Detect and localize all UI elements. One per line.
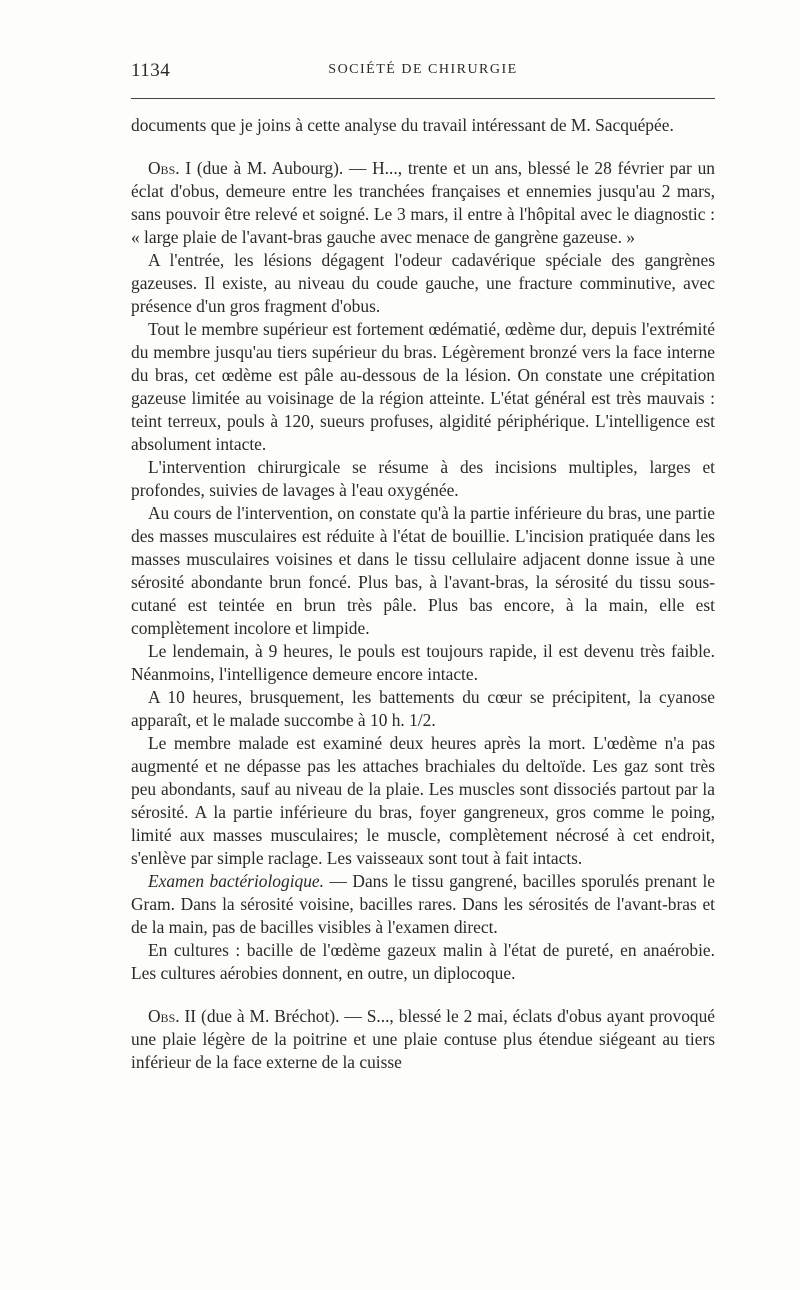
paragraph-cultures: En cultures : bacille de l'œdème gazeux malin à l'état de pureté, en anaérobie. Les cultures aérobies donnent, en outre, un diplocoque. <box>131 940 715 983</box>
page-header <box>131 60 715 86</box>
body-text <box>131 114 715 1074</box>
paragraph-bacteriology: Examen bactériologique. — Dans le tissu gangrené, bacilles sporulés prenant le Gram. Dans la sérosité voisine, bacilles rares. Dans les sérosités de l'avant-bras et de la main, pas de bacilles visibles à l'examen direct. <box>131 871 715 937</box>
header-rule <box>131 98 715 99</box>
bacteriology-heading: Examen bactériologique. <box>148 871 324 891</box>
page-number: 1134 <box>131 60 171 81</box>
paragraph-continuation: documents que je joins à cette analyse du travail intéressant de M. Sacquépée. <box>131 115 674 135</box>
paragraph-obs-2: Obs. II (due à M. Bréchot). — S..., blessé le 2 mai, éclats d'obus ayant provoqué une plaie légère de la poitrine et une plaie contuse plus étendue siégeant au tiers inférieur de la face externe de la cuisse <box>131 1006 715 1072</box>
obs-1-label: Obs. I <box>148 158 192 178</box>
paragraph-postmortem: Le membre malade est examiné deux heures après la mort. L'œdème n'a pas augmenté et ne dépasse pas les attaches brachiales du deltoïde. Les gaz sont très peu abondants, sauf au niveau de la plaie. Les muscles sont dissociés partout par la sérosité. A la partie inférieure du bras, foyer gangreneux, gros comme le poing, limité aux masses musculaires; le muscle, complètement nécrosé à cet endroit, s'enlève par simple raclage. Les vaisseaux sont tout à fait intacts. <box>131 733 715 868</box>
paragraph-intervention: L'intervention chirurgicale se résume à des incisions multiples, larges et profondes, suivies de lavages à l'eau oxygénée. <box>131 457 715 500</box>
running-title: SOCIÉTÉ DE CHIRURGIE <box>328 62 518 77</box>
paragraph-next-day: Le lendemain, à 9 heures, le pouls est toujours rapide, il est devenu très faible. Néanmoins, l'intelligence demeure encore intacte. <box>131 641 715 684</box>
paragraph-death: A 10 heures, brusquement, les battements du cœur se précipitent, la cyanose apparaît, et le malade succombe à 10 h. 1/2. <box>131 687 715 730</box>
obs-2-label: Obs. II <box>148 1006 197 1026</box>
paragraph-entry: A l'entrée, les lésions dégagent l'odeur cadavérique spéciale des gangrènes gazeuses. Il existe, au niveau du coude gauche, une fracture comminutive, avec présence d'un gros fragment d'obus. <box>131 250 715 316</box>
paragraph-edema: Tout le membre supérieur est fortement œdématié, œdème dur, depuis l'extrémité du membre jusqu'au tiers supérieur du bras. Légèrement bronzé vers la face interne du bras, cet œdème est pâle au-dessous de la lésion. On constate une crépitation gazeuse limitée au voisinage de la région atteinte. L'état général est très mauvais : teint terreux, pouls à 120, sueurs profuses, algidité périphérique. L'intelligence est absolument intacte. <box>131 319 715 454</box>
paragraph-obs-1: Obs. I (due à M. Aubourg). — H..., trente et un ans, blessé le 28 février par un éclat d'obus, demeure entre les tranchées françaises et ennemies jusqu'au 2 mars, sans pouvoir être relevé et soigné. Le 3 mars, il entre à l'hôpital avec le diagnostic : « large plaie de l'avant-bras gauche avec menace de gangrène gazeuse. » <box>131 158 715 247</box>
paragraph-intervention-findings: Au cours de l'intervention, on constate qu'à la partie inférieure du bras, une partie des masses musculaires est réduite à l'état de bouillie. L'incision pratiquée dans les masses musculaires voisines et dans le tissu cellulaire adjacent donne issue à une sérosité abondante brun foncé. Plus bas, à l'avant-bras, la sérosité du tissu sous-cutané est teintée en brun très pâle. Plus bas encore, à la main, elle est complètement incolore et limpide. <box>131 503 715 638</box>
